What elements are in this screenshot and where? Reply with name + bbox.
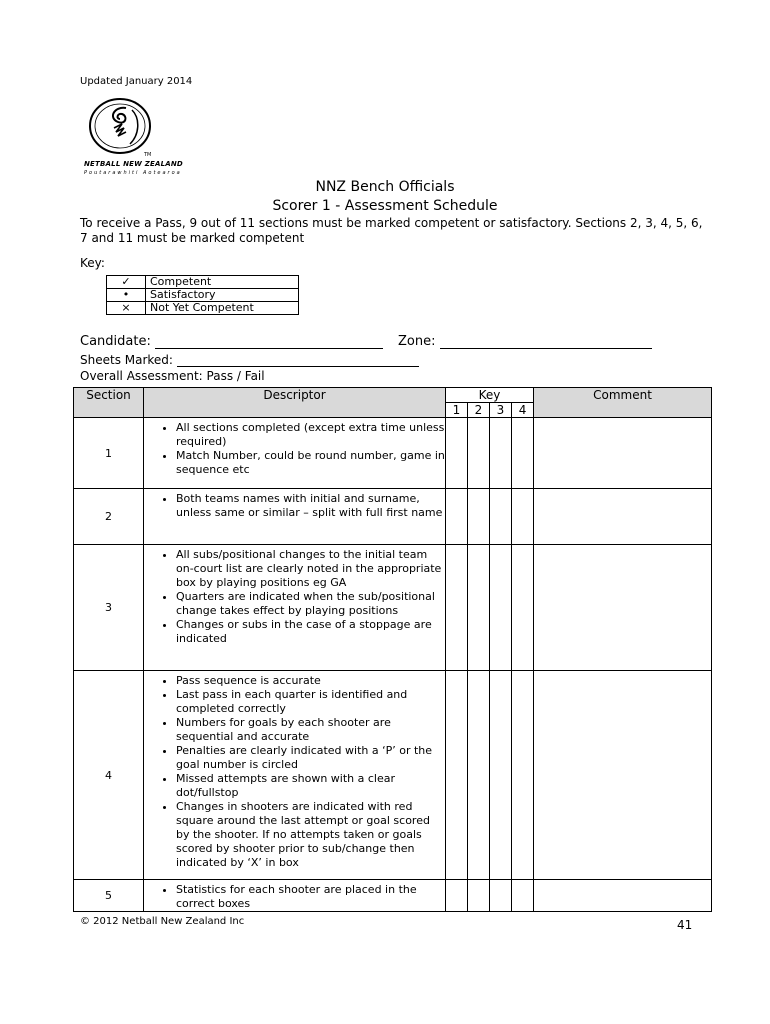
comment-cell[interactable] xyxy=(534,545,712,671)
key-cell-1[interactable] xyxy=(446,489,468,545)
descriptor-item: • Match Number, could be round number, game in sequence etc xyxy=(176,449,445,477)
descriptor-item: • Statistics for each shooter are placed in the correct boxes xyxy=(176,883,445,911)
logo-trademark: TM xyxy=(144,152,152,158)
section-number: 4 xyxy=(74,671,144,880)
key-row xyxy=(107,302,299,315)
descriptor-item: • Numbers for goals by each shooter are sequential and accurate xyxy=(176,716,445,744)
key-cell-2[interactable] xyxy=(468,489,490,545)
key-cell-3[interactable] xyxy=(490,489,512,545)
key-cell-3[interactable] xyxy=(490,418,512,489)
descriptor-cell xyxy=(144,671,446,880)
zone-field[interactable] xyxy=(440,334,652,349)
header-key: Key xyxy=(446,388,534,403)
zone-row xyxy=(398,334,652,349)
key-cell-4[interactable] xyxy=(512,545,534,671)
logo-name: NETBALL NEW ZEALAND xyxy=(84,160,183,168)
key-text: Satisfactory xyxy=(146,289,299,302)
table-row xyxy=(74,880,712,912)
key-row xyxy=(107,289,299,302)
key-symbol: × xyxy=(107,302,146,315)
key-legend xyxy=(106,275,299,315)
header-comment: Comment xyxy=(534,388,712,418)
key-text: Not Yet Competent xyxy=(146,302,299,315)
comment-cell[interactable] xyxy=(534,418,712,489)
descriptor-cell xyxy=(144,489,446,545)
descriptor-item: • Penalties are clearly indicated with a ‘P’ or the goal number is circled xyxy=(176,744,445,772)
table-row xyxy=(74,418,712,489)
header-descriptor: Descriptor xyxy=(144,388,446,418)
section-number: 1 xyxy=(74,418,144,489)
key-number: 2 xyxy=(468,403,490,418)
descriptor-item: • All sections completed (except extra time unless required) xyxy=(176,421,445,449)
candidate-row xyxy=(80,334,383,349)
key-cell-3[interactable] xyxy=(490,880,512,912)
header-section: Section xyxy=(74,388,144,418)
key-cell-4[interactable] xyxy=(512,418,534,489)
key-cell-3[interactable] xyxy=(490,671,512,880)
section-number: 5 xyxy=(74,880,144,912)
key-cell-1[interactable] xyxy=(446,545,468,671)
key-symbol: • xyxy=(107,289,146,302)
zone-label: Zone: xyxy=(398,334,436,349)
key-text: Competent xyxy=(146,276,299,289)
descriptor-item: • Last pass in each quarter is identified and completed correctly xyxy=(176,688,445,716)
key-cell-2[interactable] xyxy=(468,671,490,880)
key-label: Key: xyxy=(80,256,105,270)
key-number: 1 xyxy=(446,403,468,418)
descriptor-item: • Changes or subs in the case of a stoppage are indicated xyxy=(176,618,445,646)
doc-title: NNZ Bench Officials xyxy=(315,179,455,195)
key-cell-1[interactable] xyxy=(446,418,468,489)
key-cell-2[interactable] xyxy=(468,418,490,489)
comment-cell[interactable] xyxy=(534,880,712,912)
copyright: © 2012 Netball New Zealand Inc xyxy=(80,916,245,927)
descriptor-item: • Pass sequence is accurate xyxy=(176,674,445,688)
descriptor-item: • Both teams names with initial and surname, unless same or similar – split with full first name xyxy=(176,492,445,520)
section-number: 3 xyxy=(74,545,144,671)
key-cell-2[interactable] xyxy=(468,545,490,671)
sheets-row xyxy=(80,353,419,367)
key-cell-2[interactable] xyxy=(468,880,490,912)
key-number: 4 xyxy=(512,403,534,418)
key-cell-4[interactable] xyxy=(512,880,534,912)
key-cell-3[interactable] xyxy=(490,545,512,671)
overall-assessment: Overall Assessment: Pass / Fail xyxy=(80,369,265,383)
descriptor-item: • Quarters are indicated when the sub/positional change takes effect by playing positions xyxy=(176,590,445,618)
sheets-label: Sheets Marked: xyxy=(80,353,173,367)
updated-date: Updated January 2014 xyxy=(80,76,193,87)
key-cell-4[interactable] xyxy=(512,671,534,880)
candidate-field[interactable] xyxy=(155,334,383,349)
descriptor-item: • All subs/positional changes to the initial team on-court list are clearly noted in the appropriate box by playing positions eg GA xyxy=(176,548,445,590)
sheets-field[interactable] xyxy=(177,353,419,367)
descriptor-item: • Changes in shooters are indicated with red square around the last attempt or goal scored by the shooter. If no attempts taken or goals scored by shooter prior to sub/change then indicated by ‘X’ in box xyxy=(176,800,445,870)
key-number: 3 xyxy=(490,403,512,418)
key-row xyxy=(107,276,299,289)
table-row xyxy=(74,671,712,880)
candidate-label: Candidate: xyxy=(80,334,151,349)
descriptor-cell xyxy=(144,545,446,671)
page-number: 41 xyxy=(677,918,693,932)
doc-subtitle: Scorer 1 - Assessment Schedule xyxy=(272,198,498,214)
key-symbol: ✓ xyxy=(107,276,146,289)
descriptor-cell xyxy=(144,418,446,489)
logo-subtitle: Poutarawhiti Aotearoa xyxy=(84,170,182,176)
descriptor-item: • Missed attempts are shown with a clear dot/fullstop xyxy=(176,772,445,800)
table-header-row xyxy=(74,388,712,403)
section-number: 2 xyxy=(74,489,144,545)
assessment-table xyxy=(73,387,712,912)
key-cell-4[interactable] xyxy=(512,489,534,545)
comment-cell[interactable] xyxy=(534,489,712,545)
descriptor-cell xyxy=(144,880,446,912)
table-row xyxy=(74,489,712,545)
key-cell-1[interactable] xyxy=(446,671,468,880)
key-cell-1[interactable] xyxy=(446,880,468,912)
intro-text: To receive a Pass, 9 out of 11 sections must be marked competent or satisfactory. Sections 2, 3, 4, 5, 6, 7 and 11 must be marked competent xyxy=(80,216,703,245)
table-row xyxy=(74,545,712,671)
comment-cell[interactable] xyxy=(534,671,712,880)
